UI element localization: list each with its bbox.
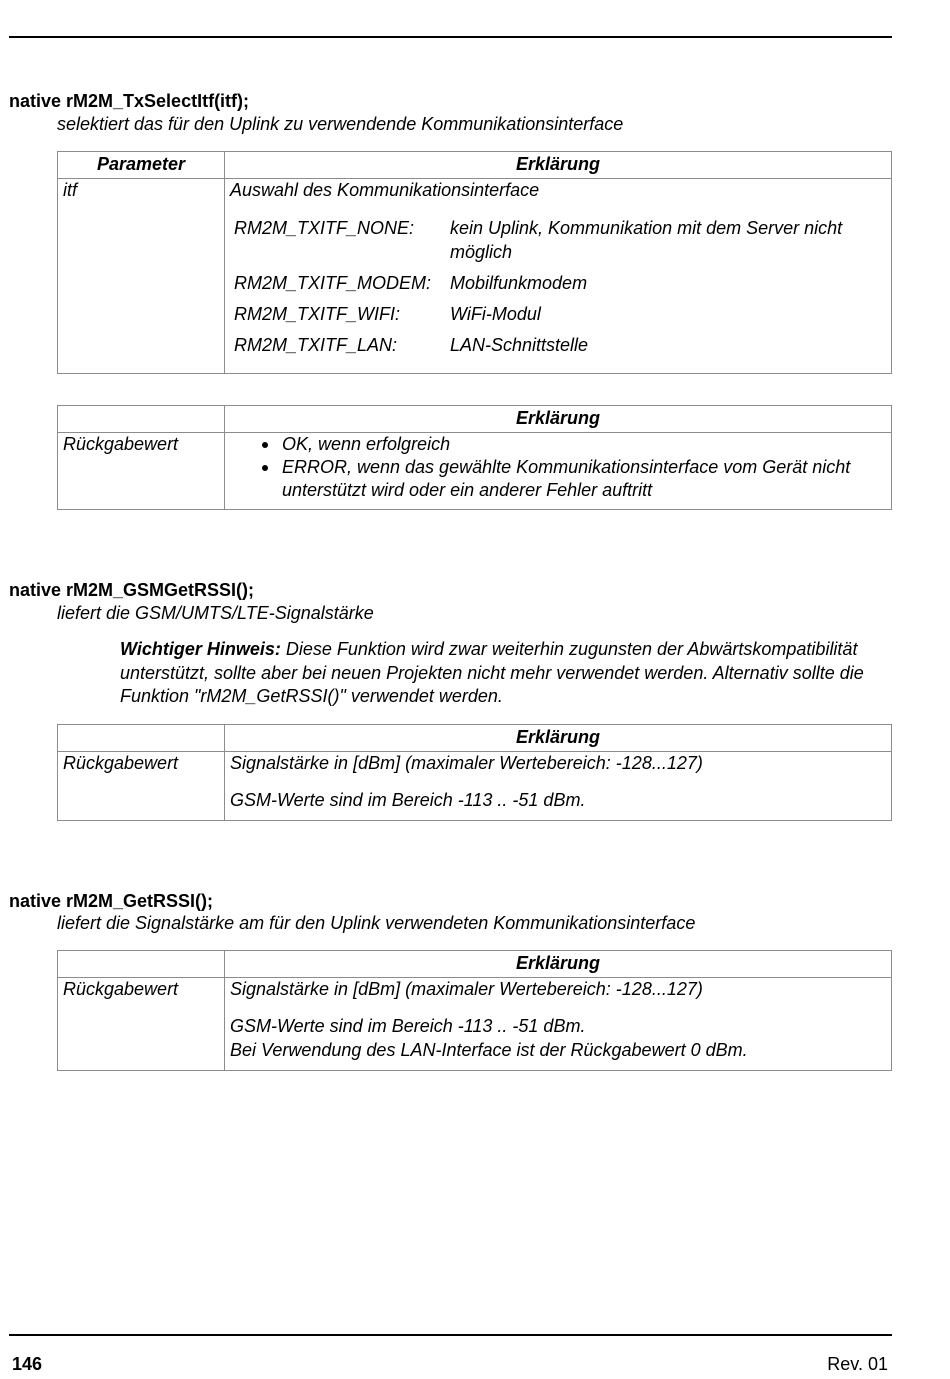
important-note — [120, 638, 895, 709]
option-value: LAN-Schnittstelle — [450, 335, 589, 355]
table-header — [58, 406, 891, 433]
option-key: RM2M_TXITF_MODEM: — [234, 273, 432, 293]
function-description: selektiert das für den Uplink zu verwendende Kommunikationsinterface — [57, 114, 624, 134]
return-line: Signalstärke in [dBm] (maximaler Wertebereich: -128...127) — [230, 979, 703, 999]
table-header — [58, 152, 891, 179]
option-key: RM2M_TXITF_WIFI: — [234, 304, 400, 324]
header-parameter: Parameter — [96, 154, 186, 174]
return-table — [57, 405, 892, 510]
return-bullets — [258, 433, 850, 502]
return-table — [57, 724, 892, 821]
return-line: GSM-Werte sind im Bereich -113 .. -51 dBm. — [230, 1016, 586, 1036]
parameter-table — [57, 151, 892, 374]
revision-label: Rev. 01 — [827, 1354, 888, 1374]
return-label: Rückgabewert — [63, 753, 179, 773]
return-label: Rückgabewert — [63, 979, 179, 999]
table-header — [58, 951, 891, 978]
param-name: itf — [63, 180, 78, 200]
function-description: liefert die GSM/UMTS/LTE-Signalstärke — [57, 603, 374, 623]
table-header — [58, 725, 891, 752]
header-explanation: Erklärung — [515, 408, 601, 428]
option-value: WiFi-Modul — [450, 304, 541, 324]
option-value: Mobilfunkmodem — [450, 273, 588, 293]
function-title: native rM2M_TxSelectItf(itf); — [9, 91, 250, 111]
header-explanation: Erklärung — [515, 154, 601, 174]
bullet-icon — [262, 465, 268, 471]
return-line: GSM-Werte sind im Bereich -113 .. -51 dBm. — [230, 790, 586, 810]
note-label: Wichtiger Hinweis: — [120, 639, 281, 659]
header-explanation: Erklärung — [515, 953, 601, 973]
return-line: Signalstärke in [dBm] (maximaler Wertebereich: -128...127) — [230, 753, 703, 773]
option-value: kein Uplink, Kommunikation mit dem Server nicht — [450, 218, 843, 238]
function-title: native rM2M_GSMGetRSSI(); — [9, 580, 255, 600]
option-key: RM2M_TXITF_NONE: — [234, 218, 415, 238]
header-rule — [9, 36, 892, 38]
option-key: RM2M_TXITF_LAN: — [234, 335, 398, 355]
function-title: native rM2M_GetRSSI(); — [9, 891, 214, 911]
bullet-icon — [262, 442, 268, 448]
return-label: Rückgabewert — [63, 434, 179, 454]
table-divider — [224, 152, 225, 373]
return-table — [57, 950, 892, 1071]
function-description: liefert die Signalstärke am für den Uplink verwendeten Kommunikationsinterface — [57, 913, 696, 933]
list-item: OK, wenn erfolgreich — [258, 433, 850, 456]
param-intro: Auswahl des Kommunikationsinterface — [230, 180, 540, 200]
note-text: Diese Funktion wird zwar weiterhin zugunsten der Abwärtskompatibilität unterstützt, sollte aber bei neuen Projekten nicht mehr verwendet werden. Alternativ sollte die Funktion "rM2M_GetRSSI()" verwendet werden. — [120, 639, 864, 706]
option-value-cont: möglich — [450, 242, 513, 262]
header-explanation: Erklärung — [515, 727, 601, 747]
return-line: Bei Verwendung des LAN-Interface ist der Rückgabewert 0 dBm. — [230, 1040, 748, 1060]
footer-rule — [9, 1334, 892, 1336]
list-item: ERROR, wenn das gewählte Kommunikationsinterface vom Gerät nicht unterstützt wird oder ein anderer Fehler auftritt — [258, 456, 850, 502]
page-number: 146 — [12, 1354, 43, 1374]
